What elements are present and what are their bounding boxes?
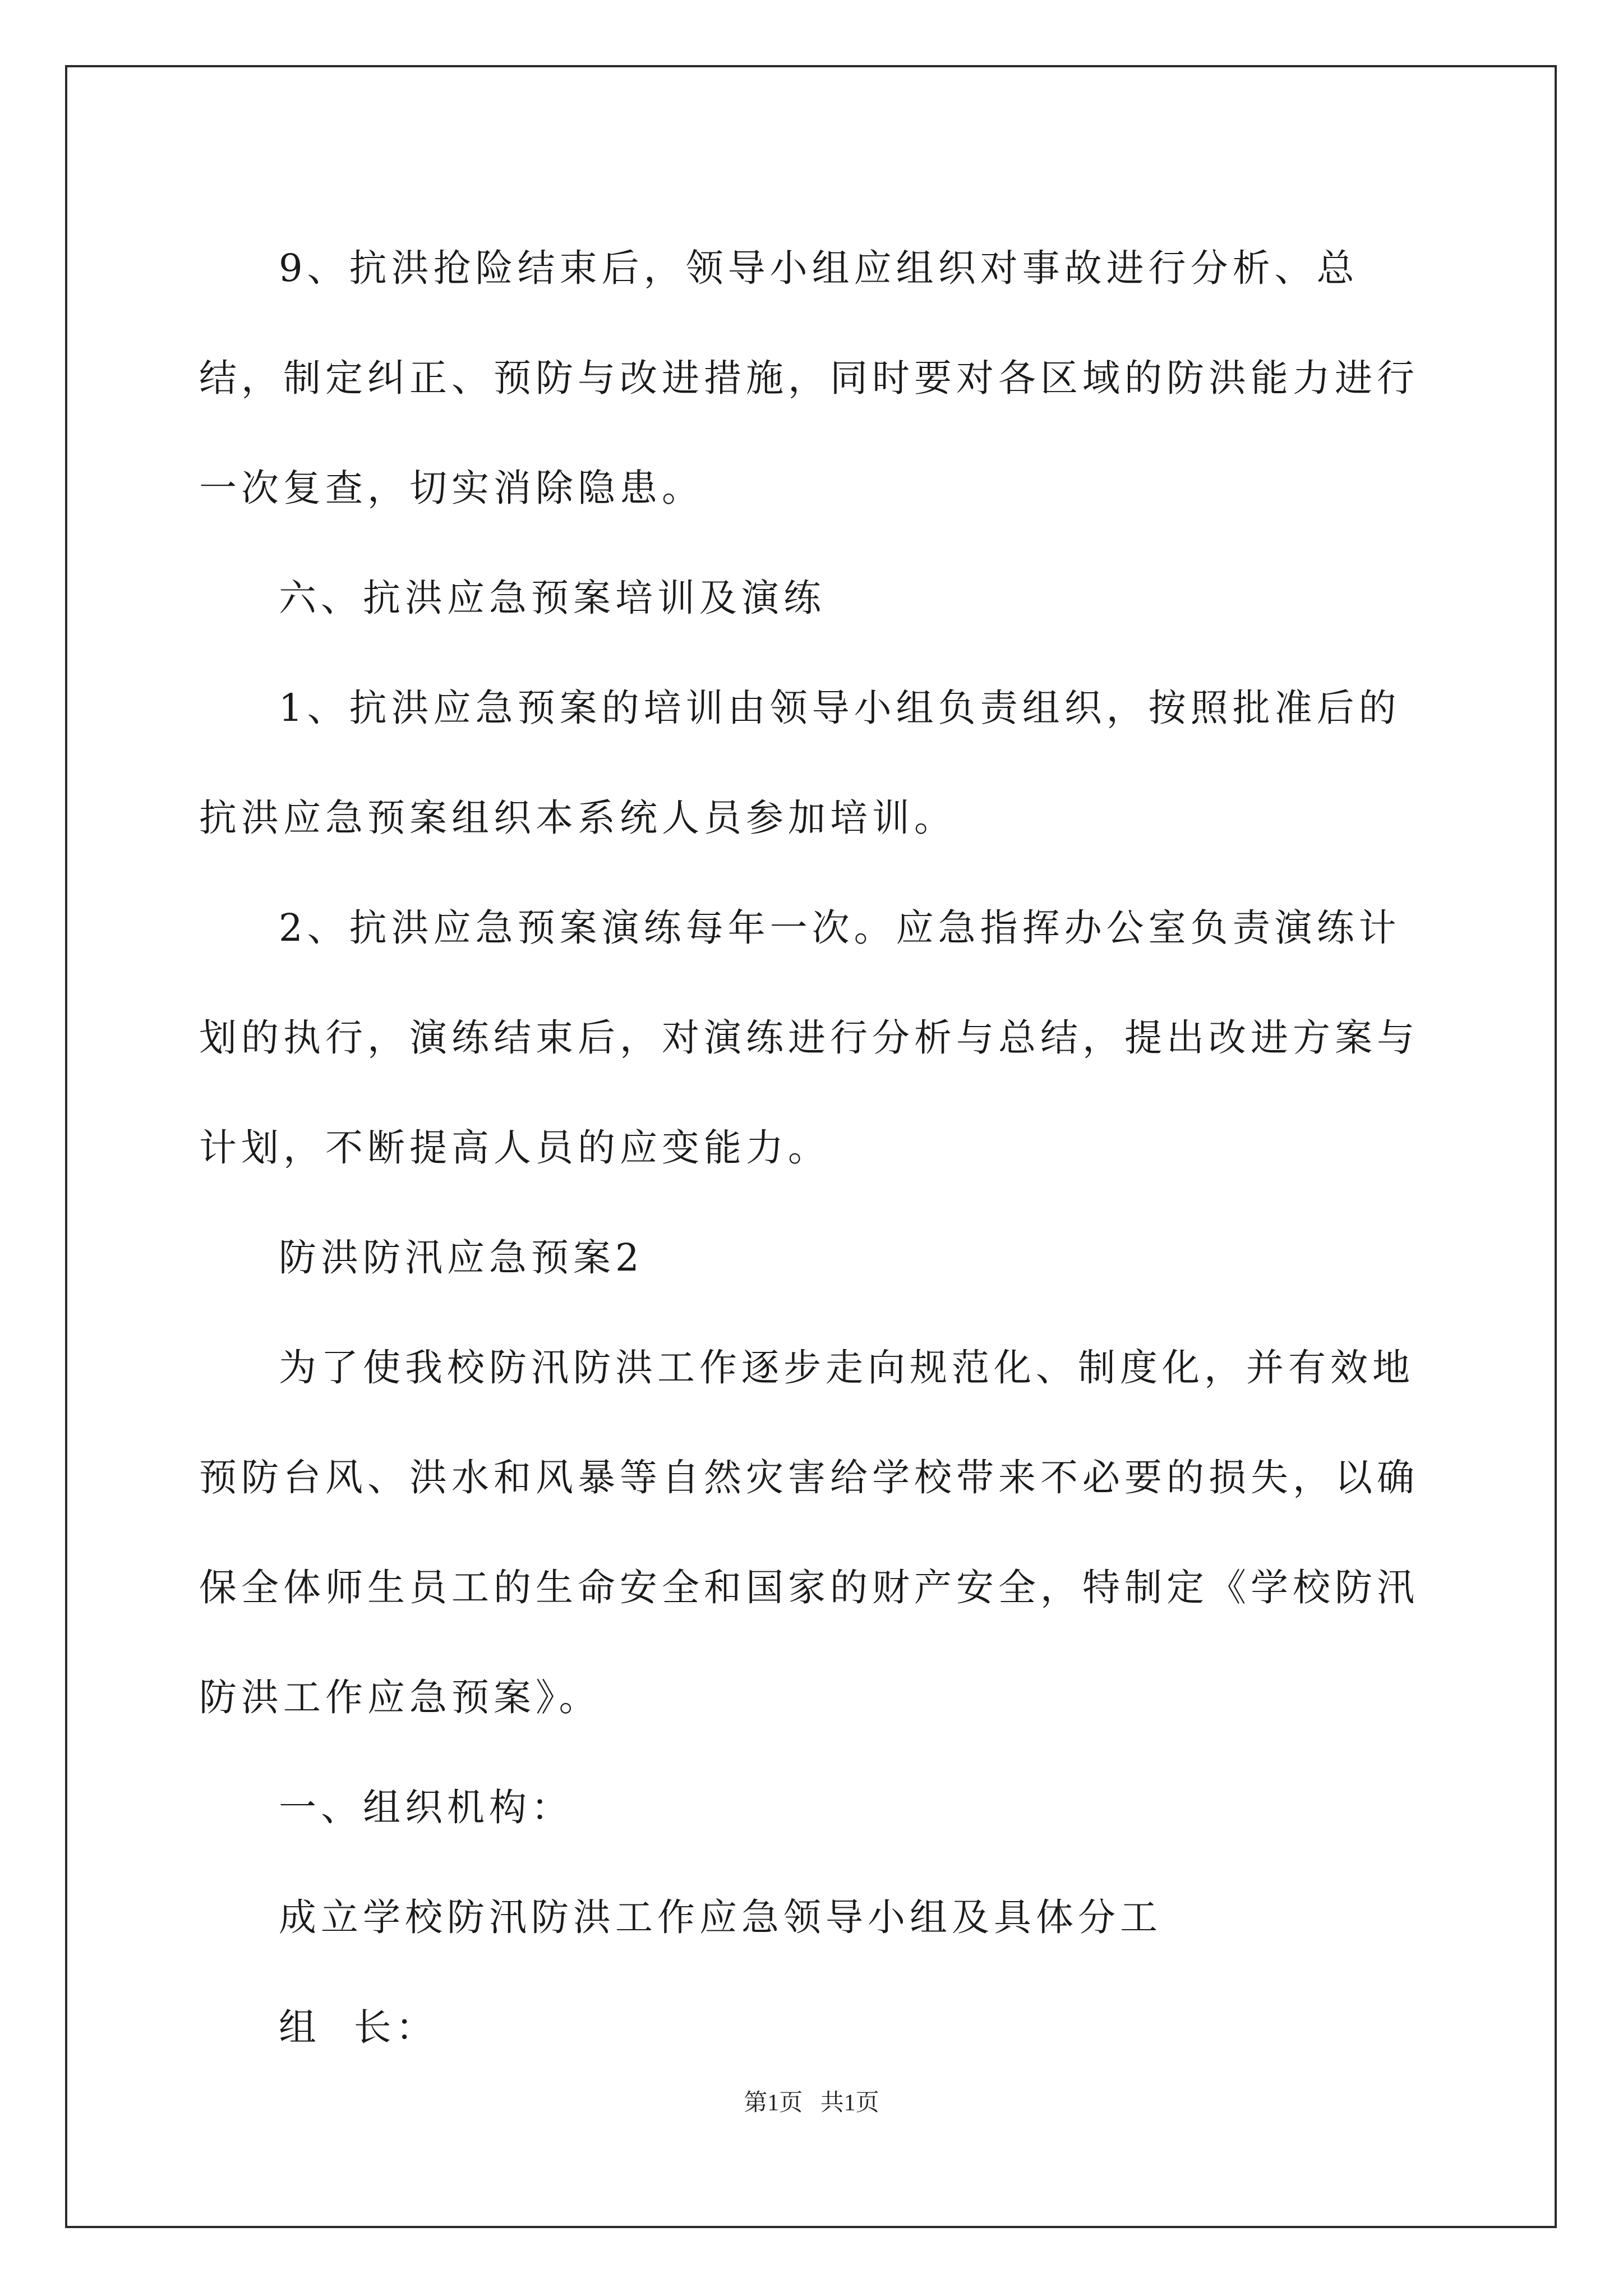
paragraph-item-9-summary: 9、抗洪抢险结束后，领导小组应组织对事故进行分析、总结，制定纠正、预防与改进措施，同时要对各区域的防洪能力进行一次复查，切实消除隐患。 xyxy=(199,246,1419,510)
document-subtitle: 防洪防汛应急预案2 xyxy=(279,1236,644,1280)
section-heading-training: 六、抗洪应急预案培训及演练 xyxy=(279,576,826,620)
page-footer: 第1页 共1页 xyxy=(744,2090,879,2116)
section-heading-organization: 一、组织机构： xyxy=(279,1786,573,1829)
paragraph-group-leader: 组 长： xyxy=(279,2005,438,2049)
paragraph-training-1: 1、抗洪应急预案的培训由领导小组负责组织，按照批准后的抗洪应急预案组织本系统人员参加培训。 xyxy=(199,686,1401,840)
document-body xyxy=(199,213,1427,2082)
paragraph-intro: 为了使我校防汛防洪工作逐步走向规范化、制度化，并有效地预防台风、洪水和风暴等自然灾害给学校带来不必要的损失，以确保全体师生员工的生命安全和国家的财产安全，特制定《学校防汛防洪工作应急预案》。 xyxy=(199,1346,1419,1719)
paragraph-leadership-group: 成立学校防汛防洪工作应急领导小组及具体分工 xyxy=(279,1895,1162,1939)
paragraph-training-2: 2、抗洪应急预案演练每年一次。应急指挥办公室负责演练计划的执行，演练结束后，对演练进行分析与总结，提出改进方案与计划，不断提高人员的应变能力。 xyxy=(199,906,1419,1170)
